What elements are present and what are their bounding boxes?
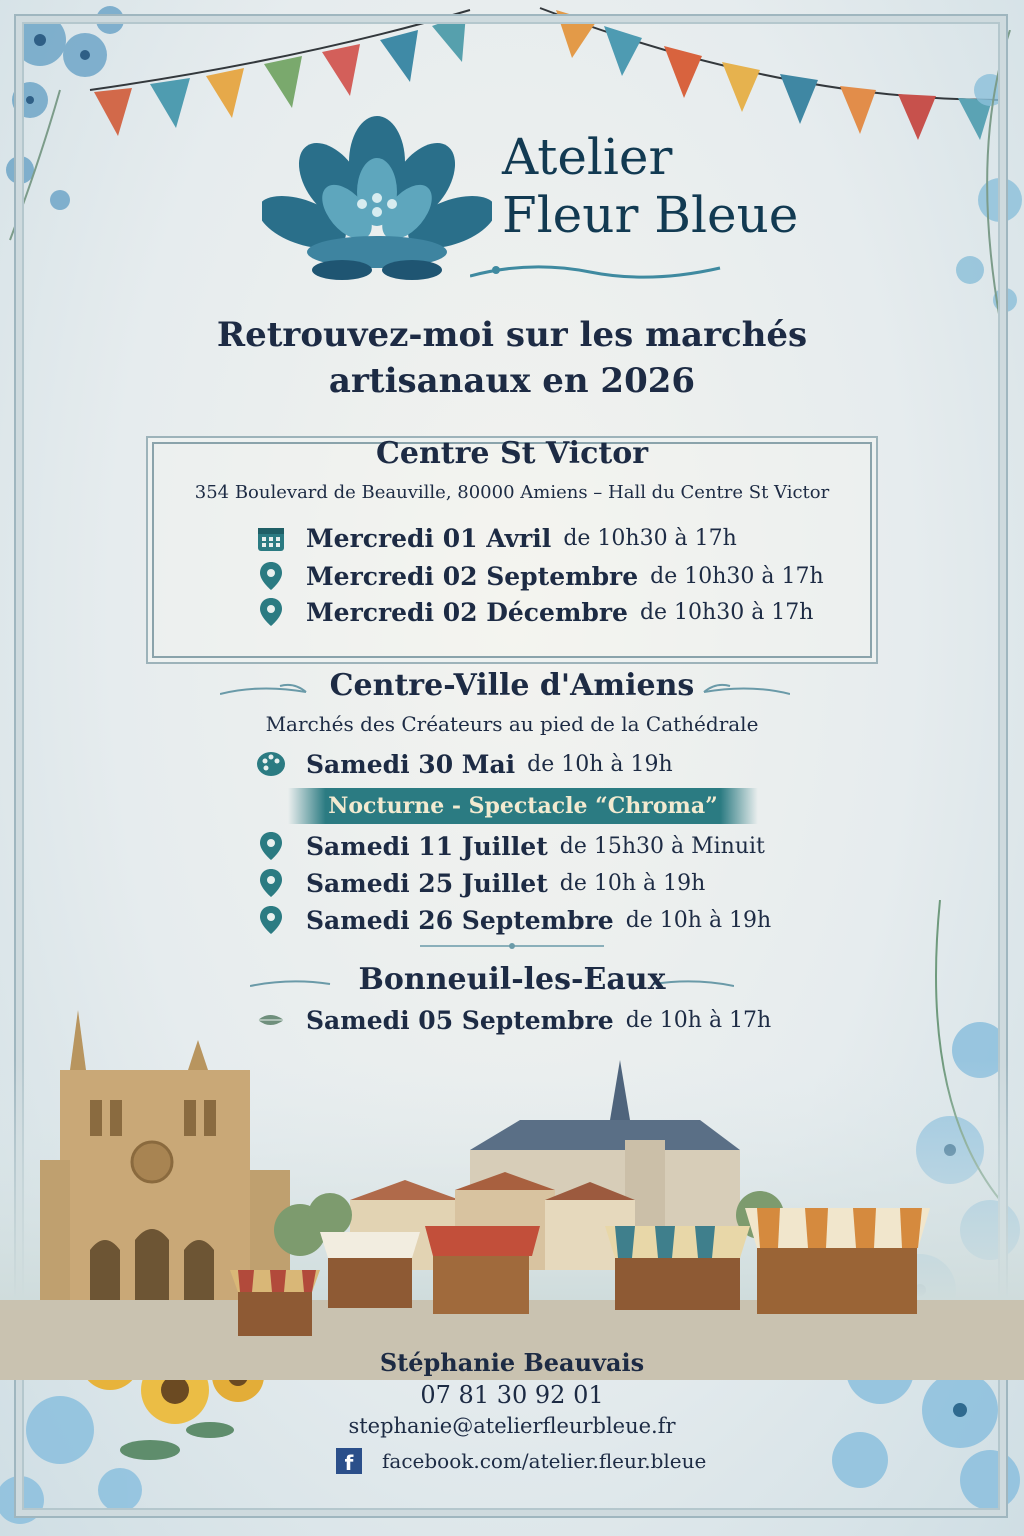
section-address: 354 Boulevard de Beauville, 80000 Amiens – Hall du Centre St Victor [194, 482, 830, 503]
hours-label: de 10h à 19h [559, 870, 706, 896]
date-label: Mercredi 02 Septembre [306, 561, 639, 591]
section-title-centre-st-victor: Centre St Victor [375, 436, 649, 471]
date-row [256, 902, 771, 938]
date-label: Samedi 26 Septembre [306, 905, 614, 935]
date-label: Mercredi 02 Décembre [306, 597, 628, 627]
date-row [256, 594, 813, 630]
brand-name-line2: Fleur Bleue [502, 186, 799, 244]
hours-label: de 10h30 à 17h [650, 563, 824, 589]
date-label: Mercredi 01 Avril [306, 523, 552, 553]
contact-email[interactable]: stephanie@atelierfleurbleue.fr [348, 1414, 676, 1438]
hours-label: de 10h à 19h [625, 907, 772, 933]
palette-icon [256, 749, 286, 779]
hours-label: de 15h30 à Minuit [559, 833, 765, 859]
date-label: Samedi 05 Septembre [306, 1005, 614, 1035]
brand-name-line1: Atelier [502, 128, 673, 186]
headline-line2: artisanaux en 2026 [328, 361, 696, 401]
hours-label: de 10h à 17h [625, 1007, 772, 1033]
location-pin-icon [256, 597, 286, 627]
location-pin-icon [256, 868, 286, 898]
section-title-centre-ville-amiens: Centre-Ville d'Amiens [329, 668, 695, 703]
date-label: Samedi 25 Juillet [306, 868, 548, 898]
date-label: Samedi 11 Juillet [306, 831, 548, 861]
headline-line1: Retrouvez-moi sur les marchés [216, 315, 808, 355]
location-pin-icon [256, 831, 286, 861]
date-label: Samedi 30 Mai [306, 749, 516, 779]
date-row [256, 520, 737, 556]
location-pin-icon [256, 561, 286, 591]
headline [0, 312, 1024, 404]
location-pin-icon [256, 905, 286, 935]
brand-name [502, 128, 798, 244]
lotus-flower-logo-icon [262, 112, 492, 302]
section-title-bonneuil-les-eaux: Bonneuil-les-Eaux [358, 962, 666, 997]
date-row [256, 558, 824, 594]
section-divider [420, 938, 604, 954]
facebook-link[interactable] [336, 1448, 706, 1474]
nocturne-banner: Nocturne - Spectacle “Chroma” [288, 788, 758, 824]
cathedral-market-illustration [0, 1000, 1024, 1380]
section-subtitle: Marchés des Créateurs au pied de la Cathédrale [265, 712, 759, 736]
hours-label: de 10h à 19h [527, 751, 673, 777]
hours-label: de 10h30 à 17h [563, 525, 737, 551]
contact-name: Stéphanie Beauvais [379, 1348, 645, 1377]
hours-label: de 10h30 à 17h [639, 599, 814, 625]
contact-phone[interactable]: 07 81 30 92 01 [420, 1381, 604, 1409]
facebook-icon: f [336, 1448, 362, 1474]
date-row [256, 746, 673, 782]
brand-underline-swirl [470, 258, 730, 288]
calendar-icon [256, 523, 286, 553]
facebook-url[interactable]: facebook.com/atelier.fleur.bleue [382, 1449, 707, 1473]
date-row [256, 828, 765, 864]
date-row [256, 865, 705, 901]
